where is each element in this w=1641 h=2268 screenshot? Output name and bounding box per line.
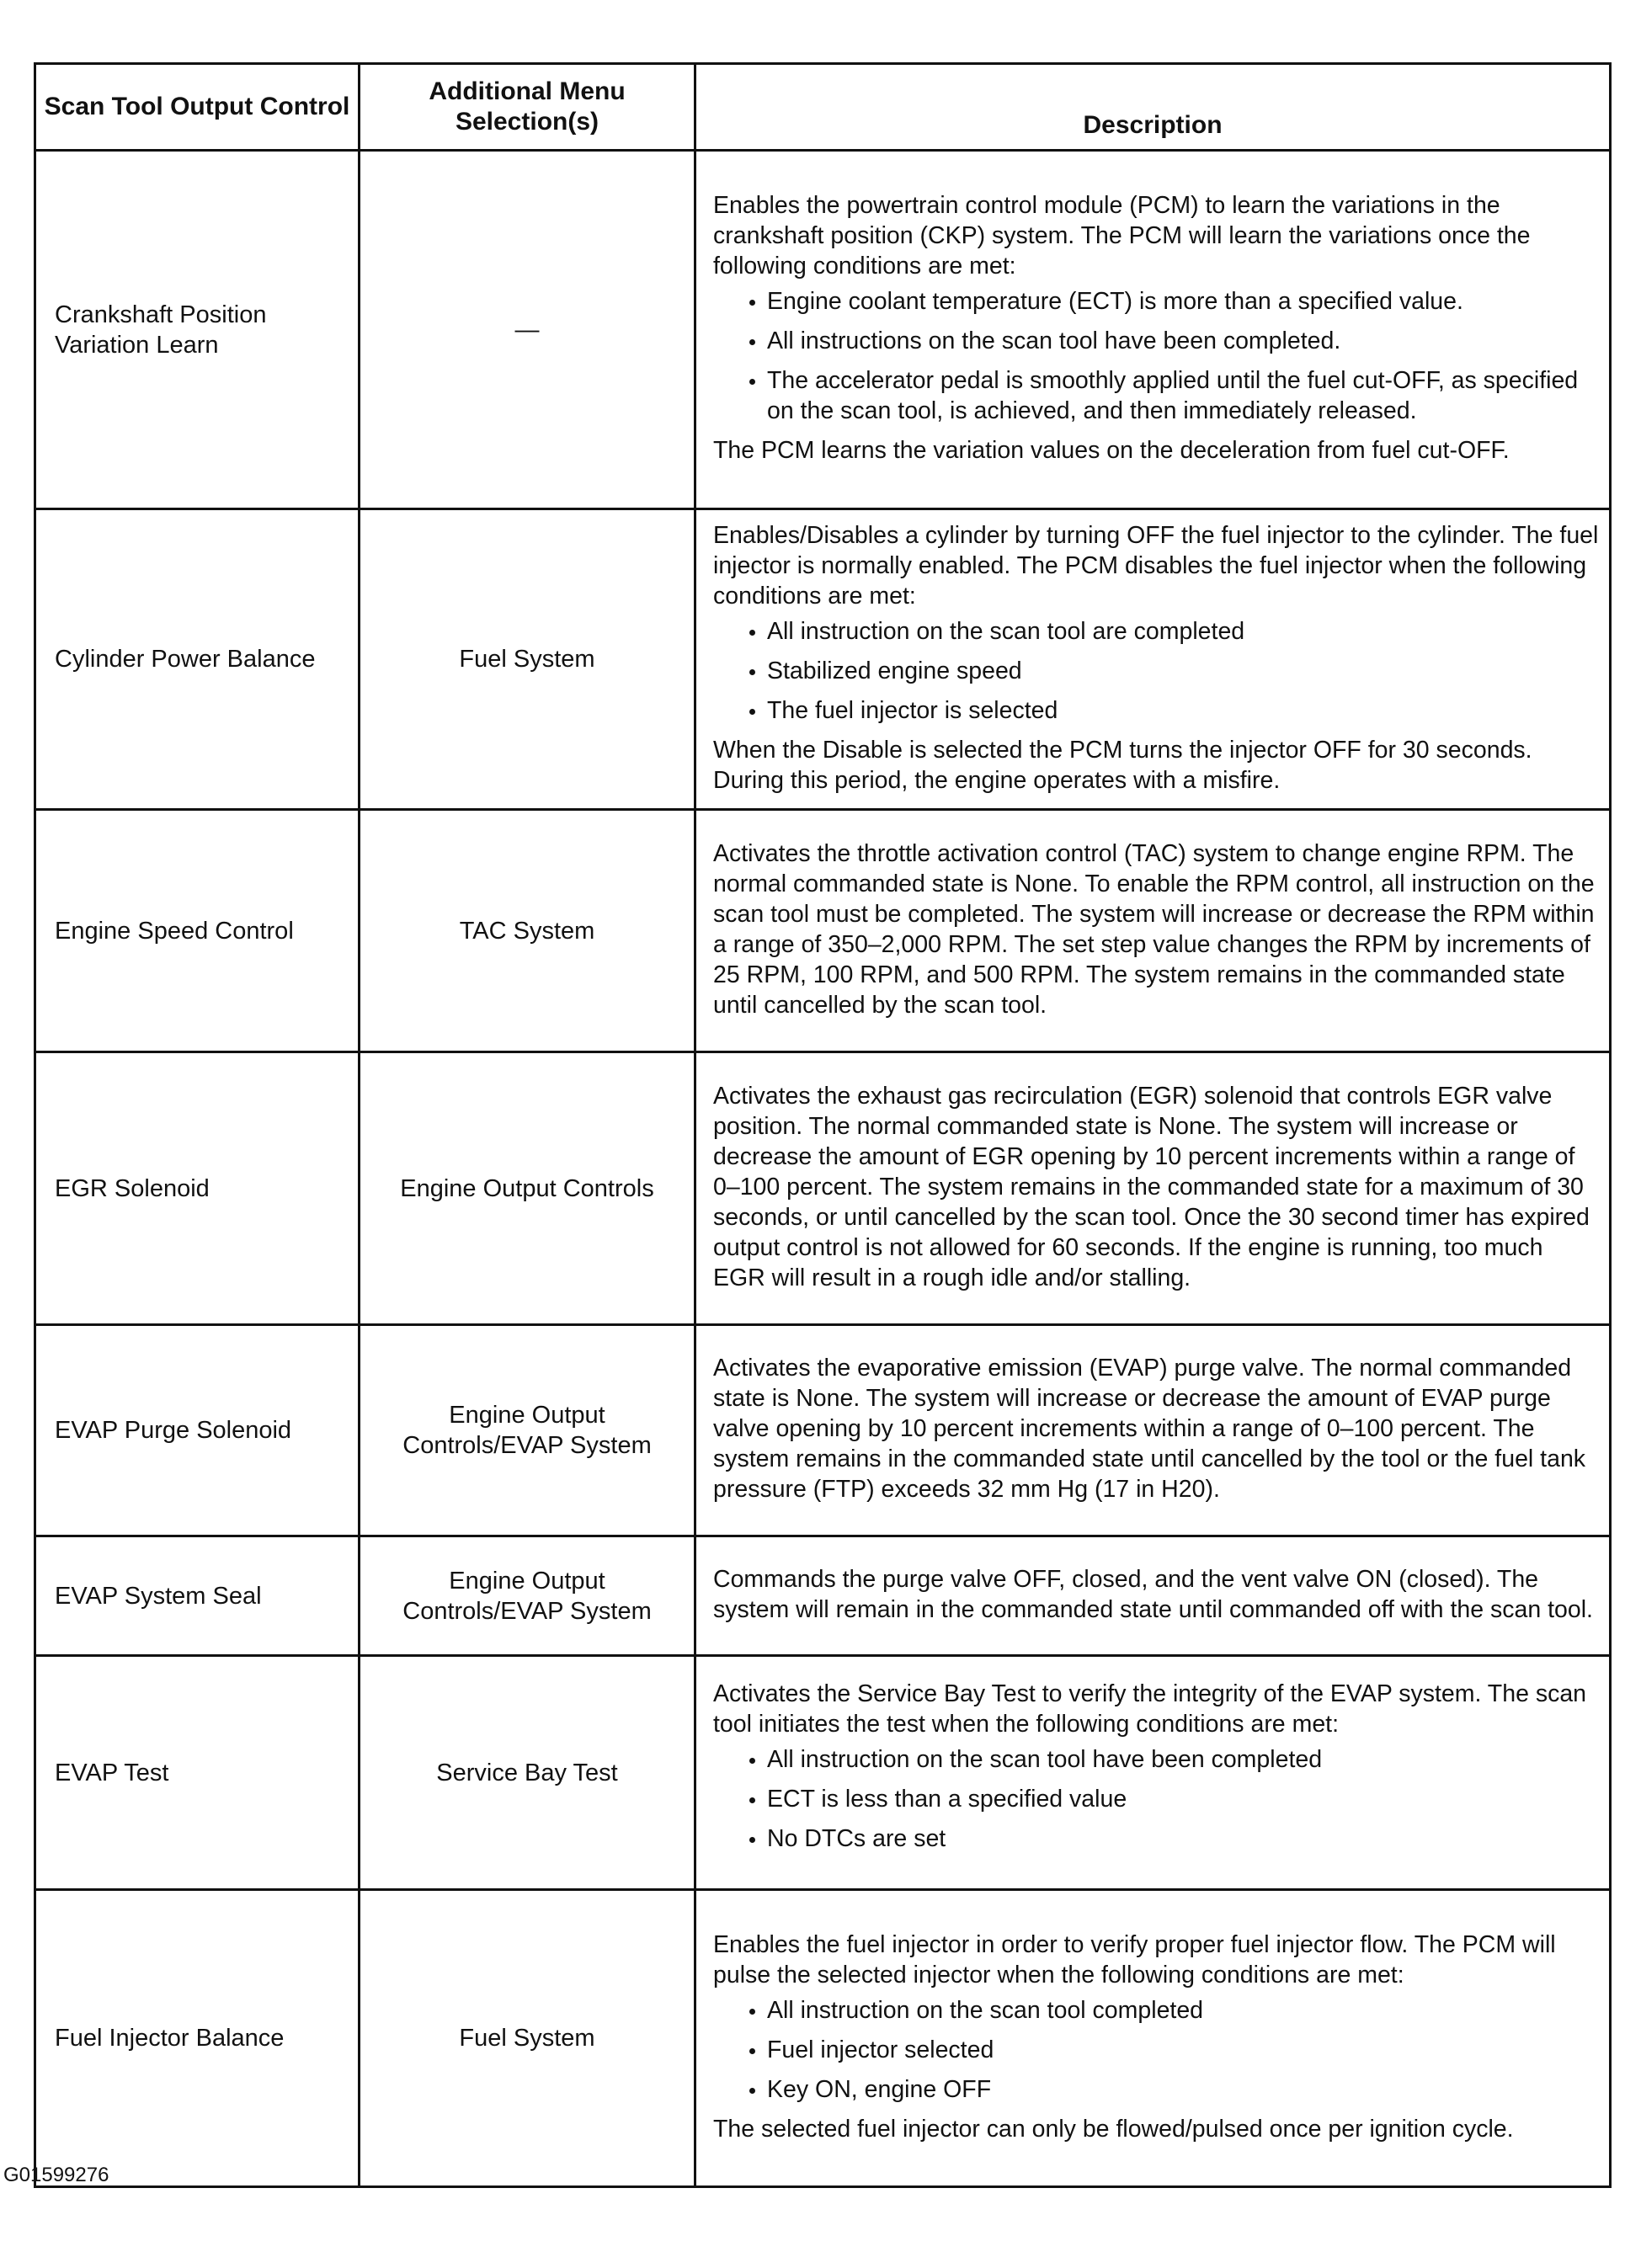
menu-selection-cell: Engine Output Controls/EVAP System — [360, 1536, 695, 1656]
list-item: • ECT is less than a specified value — [767, 1784, 1601, 1814]
menu-selection-cell: Engine Output Controls/EVAP System — [360, 1325, 695, 1536]
table-row — [35, 1656, 1611, 1890]
description-text: Commands the purge valve OFF, closed, and the vent valve ON (closed). The system will remain in the commanded state until commanded off with the scan tool. — [713, 1565, 1593, 1623]
description-text: Activates the exhaust gas recirculation (EGR) solenoid that controls EGR valve position. The normal commanded state is None. The system will increase or decrease the amount of EGR opening by 10 percent increments within a range of 0–100 percent. The system remains in the commanded state for a maximum of 30 seconds, or until cancelled by the scan tool. Once the 30 second timer has expired output control is not allowed for 60 seconds. If the engine is running, too much EGR will result in a rough idle and/or stalling. — [713, 1082, 1590, 1291]
scan-tool-output-control-cell: EGR Solenoid — [35, 1052, 360, 1325]
description-cell — [695, 1052, 1611, 1325]
description-cell — [695, 1325, 1611, 1536]
description-cell — [695, 1890, 1611, 2187]
scan-tool-output-control-cell: Crankshaft Position Variation Learn — [35, 151, 360, 509]
figure-id: G01599276 — [3, 2164, 109, 2186]
description-cell — [695, 151, 1611, 509]
description-text: Activates the evaporative emission (EVAP) purge valve. The normal commanded state is None. The system will increase or decrease the amount of EVAP purge valve opening by 10 percent increments within a range of 0–100 percent. The system remains in the commanded state until cancelled by the tool or the fuel tank pressure (FTP) exceeds 32 mm Hg (17 in H20). — [713, 1355, 1586, 1503]
list-item: • All instructions on the scan tool have been completed. — [767, 326, 1601, 356]
menu-selection-cell: TAC System — [360, 810, 695, 1052]
list-item: • Engine coolant temperature (ECT) is more than a specified value. — [767, 286, 1601, 317]
description-note: The selected fuel injector can only be flowed/pulsed once per ignition cycle. — [713, 2115, 1514, 2143]
scan-tool-output-control-cell: EVAP Purge Solenoid — [35, 1325, 360, 1536]
list-item: • The accelerator pedal is smoothly applied until the fuel cut-OFF, as specified on the scan tool, is achieved, and then immediately released. — [767, 365, 1601, 426]
menu-selection-cell: Fuel System — [360, 1890, 695, 2187]
description-cell — [695, 1536, 1611, 1656]
condition-list — [713, 286, 1601, 426]
output-control-table — [34, 62, 1612, 2188]
list-item: • All instruction on the scan tool are completed — [767, 616, 1601, 647]
menu-selection-cell: — — [360, 151, 695, 509]
condition-list — [713, 616, 1601, 726]
table-row — [35, 151, 1611, 509]
table-row — [35, 1536, 1611, 1656]
description-cell — [695, 810, 1611, 1052]
list-item: • All instruction on the scan tool have been completed — [767, 1744, 1601, 1775]
description-text: Activates the throttle activation control (TAC) system to change engine RPM. The normal commanded state is None. To enable the RPM control, all instruction on the scan tool must be completed. The system will increase or decrease the RPM within a range of 350–2,000 RPM. The set step value changes the RPM by increments of 25 RPM, 100 RPM, and 500 RPM. The system remains in the commanded state until cancelled by the scan tool. — [713, 839, 1595, 1019]
table-row — [35, 1052, 1611, 1325]
list-item: • The fuel injector is selected — [767, 695, 1601, 726]
scan-tool-output-control-cell: EVAP System Seal — [35, 1536, 360, 1656]
scan-tool-output-control-cell: Engine Speed Control — [35, 810, 360, 1052]
description-note: When the Disable is selected the PCM turns the injector OFF for 30 seconds. During this period, the engine operates with a misfire. — [713, 736, 1532, 794]
list-item: • No DTCs are set — [767, 1823, 1601, 1854]
condition-list — [713, 1744, 1601, 1854]
list-item: • Fuel injector selected — [767, 2035, 1601, 2065]
description-text: Activates the Service Bay Test to verify the integrity of the EVAP system. The scan tool initiates the test when the following conditions are met: — [713, 1680, 1587, 1738]
description-text: Enables/Disables a cylinder by turning OFF the fuel injector to the cylinder. The fuel injector is normally enabled. The PCM disables the fuel injector when the following conditions are met: — [713, 521, 1599, 610]
description-cell — [695, 509, 1611, 810]
table-row — [35, 810, 1611, 1052]
scan-tool-output-control-cell: EVAP Test — [35, 1656, 360, 1890]
menu-selection-cell: Engine Output Controls — [360, 1052, 695, 1325]
list-item: • Key ON, engine OFF — [767, 2074, 1601, 2105]
table-header — [35, 64, 1611, 151]
menu-selection-cell: Service Bay Test — [360, 1656, 695, 1890]
table-row — [35, 1890, 1611, 2187]
description-text: Enables the powertrain control module (PCM) to learn the variations in the crankshaft position (CKP) system. The PCM will learn the variations once the following conditions are met: — [713, 192, 1531, 280]
list-item: • All instruction on the scan tool completed — [767, 1995, 1601, 2026]
description-text: Enables the fuel injector in order to verify proper fuel injector flow. The PCM will pulse the selected injector when the following conditions are met: — [713, 1930, 1556, 1988]
scan-tool-output-control-cell: Fuel Injector Balance — [35, 1890, 360, 2187]
table-row — [35, 1325, 1611, 1536]
document-page — [34, 62, 1609, 2188]
header-scan-tool-output-control: Scan Tool Output Control — [35, 64, 360, 151]
condition-list — [713, 1995, 1601, 2105]
table-row — [35, 509, 1611, 810]
header-additional-menu-selections: Additional Menu Selection(s) — [360, 64, 695, 151]
description-cell — [695, 1656, 1611, 1890]
header-description: Description — [695, 64, 1611, 151]
table-body — [35, 151, 1611, 2187]
description-note: The PCM learns the variation values on the deceleration from fuel cut-OFF. — [713, 437, 1510, 464]
list-item: • Stabilized engine speed — [767, 656, 1601, 686]
menu-selection-cell: Fuel System — [360, 509, 695, 810]
scan-tool-output-control-cell: Cylinder Power Balance — [35, 509, 360, 810]
